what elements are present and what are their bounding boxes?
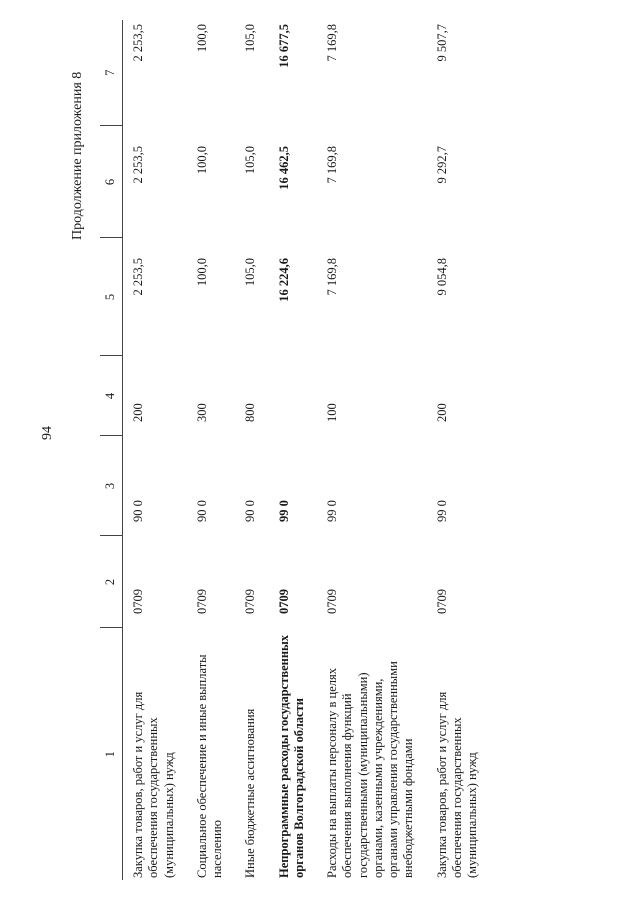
table-row — [317, 20, 427, 880]
header-row — [100, 20, 123, 880]
row-expense-type: 200 — [131, 403, 145, 422]
row-amount-col6: 9 292,7 — [434, 146, 449, 184]
rotated-sheet — [40, 20, 630, 880]
header-col-4: 4 — [100, 356, 123, 436]
header-col-2: 2 — [100, 536, 123, 628]
row-amount-col7: 9 507,7 — [434, 24, 449, 62]
row-amount-col6: 7 169,8 — [325, 146, 339, 184]
header-col-6: 6 — [100, 126, 123, 238]
header-col-3: 3 — [100, 436, 123, 536]
table-row — [123, 20, 187, 880]
row-target-code: 99 0 — [276, 500, 291, 522]
row-expense-type: 800 — [243, 403, 258, 422]
row-section-code: 0709 — [131, 589, 145, 614]
row-amount-col6: 105,0 — [243, 146, 258, 175]
row-target-code: 99 0 — [434, 500, 449, 522]
row-target-code: 90 0 — [131, 500, 145, 522]
table-row — [427, 20, 491, 880]
row-amount-col5: 9 054,8 — [434, 258, 449, 296]
row-amount-col7: 100,0 — [194, 24, 209, 53]
row-amount-col6: 2 253,5 — [131, 146, 145, 184]
row-section-code: 0709 — [243, 589, 258, 614]
row-amount-col7: 7 169,8 — [325, 24, 339, 62]
table-row — [235, 20, 268, 880]
row-target-code: 99 0 — [325, 500, 339, 522]
appendix-caption: Продолжение приложения 8 — [70, 71, 85, 240]
page-number: 94 — [40, 426, 55, 440]
budget-table — [100, 20, 490, 880]
row-expense-type: 300 — [194, 403, 209, 422]
row-target-code: 90 0 — [194, 500, 209, 522]
row-name: Социальное обеспечение и иные выплаты населению — [194, 654, 224, 878]
row-amount-col7: 105,0 — [243, 24, 258, 53]
row-expense-type — [269, 356, 318, 436]
row-expense-type: 200 — [434, 403, 449, 422]
row-amount-col7: 16 677,5 — [276, 24, 291, 68]
header-col-5: 5 — [100, 238, 123, 356]
row-name: Расходы на выплаты персоналу в целях обеспечения выполнения функций государственными (муниципальными) органами, казенными учреждениями, органами управления государственными внебюджетными фондами — [325, 661, 416, 878]
row-amount-col6: 16 462,5 — [276, 146, 291, 190]
row-amount-col5: 2 253,5 — [131, 258, 145, 296]
row-amount-col5: 100,0 — [194, 258, 209, 287]
row-amount-col5: 7 169,8 — [325, 258, 339, 296]
header-col-7: 7 — [100, 20, 123, 126]
table-row-subtotal — [269, 20, 318, 880]
row-amount-col6: 100,0 — [194, 146, 209, 175]
row-section-code: 0709 — [434, 589, 449, 614]
row-target-code: 90 0 — [243, 500, 258, 522]
table-row — [187, 20, 236, 880]
row-section-code: 0709 — [194, 589, 209, 614]
row-section-code: 0709 — [325, 589, 339, 614]
row-amount-col5: 105,0 — [243, 258, 258, 287]
header-col-1: 1 — [100, 628, 123, 880]
row-section-code: 0709 — [276, 589, 291, 614]
row-amount-col7: 2 253,5 — [131, 24, 145, 62]
row-name: Непрограммные расходы государственных органов Волгоградской области — [276, 634, 306, 878]
row-name: Закупка товаров, работ и услуг для обеспечения государственных (муниципальных) нужд — [434, 691, 479, 878]
row-amount-col5: 16 224,6 — [276, 258, 291, 302]
row-name: Закупка товаров, работ и услуг для обеспечения государственных (муниципальных) нужд — [131, 691, 176, 878]
row-name: Иные бюджетные ассигнования — [243, 708, 258, 878]
row-expense-type: 100 — [325, 403, 339, 422]
